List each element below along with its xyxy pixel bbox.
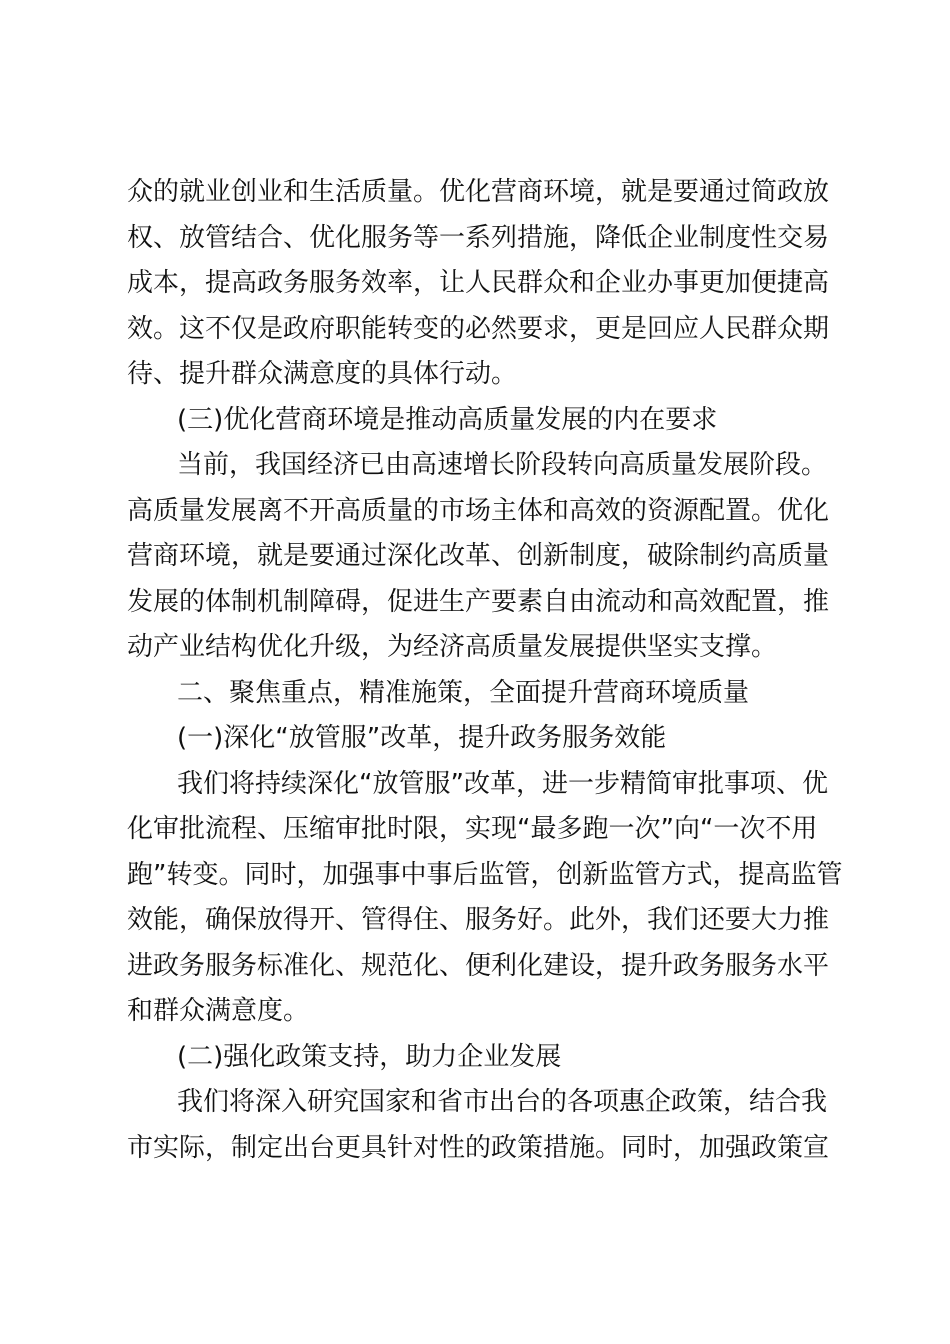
text-line: 市实际，制定出台更具针对性的政策措施。同时，加强政策宣 (127, 1132, 830, 1163)
document-body (127, 170, 843, 1171)
text-line: 进政务服务标准化、规范化、便利化建设，提升政务服务水平 (127, 950, 830, 981)
text-line: 和群众满意度。 (127, 996, 310, 1026)
text-line: 发展的体制机制障碍，促进生产要素自由流动和高效配置，推 (127, 586, 830, 617)
text-line: 成本，提高政务服务效率，让人民群众和企业办事更加便捷高 (127, 268, 830, 298)
section-heading: (二)强化政策支持，助力企业发展 (177, 1041, 562, 1072)
section-heading: (一)深化“放管服”改革，提升政务服务效能 (177, 723, 667, 753)
text-line: 众的就业创业和生活质量。优化营商环境，就是要通过简政放 (127, 177, 830, 207)
text-line: 高质量发展离不开高质量的市场主体和高效的资源配置。优化 (127, 495, 830, 526)
text-line: 化审批流程、压缩审批时限，实现“最多跑一次”向“一次不用 (127, 814, 818, 844)
paragraph-start: 当前，我国经济已由高速增长阶段转向高质量发展阶段。 (177, 450, 828, 480)
section-heading: (三)优化营商环境是推动高质量发展的内在要求 (177, 404, 718, 435)
text-line: 权、放管结合、优化服务等一系列措施，降低企业制度性交易 (127, 222, 830, 253)
text-line: 跑”转变。同时，加强事中事后监管，创新监管方式，提高监管 (127, 859, 843, 890)
chapter-heading: 二、聚焦重点，精准施策，全面提升营商环境质量 (177, 677, 750, 708)
text-line: 效。这不仅是政府职能转变的必然要求，更是回应人民群众期 (127, 313, 830, 344)
paragraph-start: 我们将深入研究国家和省市出台的各项惠企政策，结合我 (177, 1087, 828, 1117)
text-line: 效能，确保放得开、管得住、服务好。此外，我们还要大力推 (127, 905, 830, 935)
paragraph-start: 我们将持续深化“放管服”改革，进一步精简审批事项、优 (177, 768, 828, 799)
text-line: 营商环境，就是要通过深化改革、创新制度，破除制约高质量 (127, 541, 830, 571)
text-line: 动产业结构优化升级，为经济高质量发展提供坚实支撑。 (127, 632, 778, 662)
text-line: 待、提升群众满意度的具体行动。 (127, 359, 518, 389)
